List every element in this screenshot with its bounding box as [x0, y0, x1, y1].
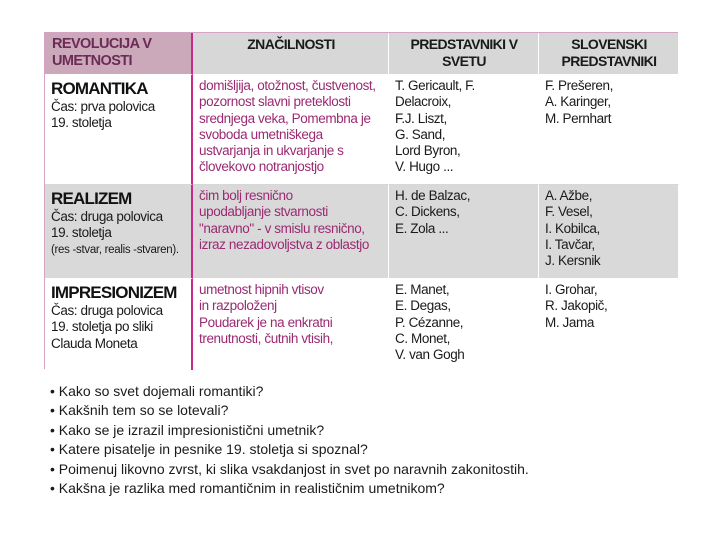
feature-line: srednjega veka, Pomembna je [199, 110, 371, 126]
header-revolution: REVOLUCIJA V UMETNOSTI [45, 33, 193, 75]
feature-line: upodabljanje stvarnosti [199, 204, 328, 220]
feature-line: in razpoloženj [199, 298, 277, 314]
row-realism-features [193, 185, 389, 279]
feature-line: umetnost hipnih vtisov [199, 282, 324, 297]
movement-title: IMPRESIONIZEM [51, 283, 177, 302]
question-item: • Katere pisatelje in pesnike 19. stoletja si spoznal? [50, 440, 690, 459]
world-rep: E. Zola ... [395, 220, 449, 236]
slovene-rep: F. Vesel, [545, 204, 593, 220]
world-rep: E. Degas, [395, 298, 451, 314]
movement-title: ROMANTIKA [51, 79, 148, 98]
period-line: 19. stoletja [51, 115, 112, 131]
world-rep: P. Cézanne, [395, 314, 464, 330]
period-line: Čas: druga polovica [51, 303, 163, 318]
row-romanticism-features [193, 75, 389, 185]
period-line: (res -stvar, realis -stvaren). [51, 243, 179, 256]
feature-line: svoboda umetniškega [199, 126, 323, 142]
slovene-rep: I. Kobilca, [545, 220, 600, 236]
world-rep: Lord Byron, [395, 143, 461, 159]
slovene-rep: I. Grohar, [545, 282, 598, 297]
feature-line: človekovo notranjostjo [199, 159, 324, 175]
world-rep: F.J. Liszt, [395, 110, 447, 126]
slovene-rep: I. Tavčar, [545, 236, 595, 252]
slovene-rep: A. Ažbe, [545, 188, 593, 203]
feature-line: pozornost slavni preteklosti [199, 94, 351, 110]
slovene-rep: F. Prešeren, [545, 78, 613, 93]
question-item: • Poimenuj likovno zvrst, ki slika vsakdanjost in svet po naravnih zakonitostih. [50, 460, 690, 479]
question-list [50, 382, 690, 498]
question-item: • Kakšna je razlika med romantičnim in realističnim umetnikom? [50, 479, 690, 498]
row-impressionism-slovene [539, 279, 679, 370]
slovene-rep: J. Kersnik [545, 253, 601, 269]
feature-line: "naravno" - v smislu resnično, [199, 220, 365, 236]
row-realism-world [389, 185, 539, 279]
art-movements-table [44, 32, 678, 369]
world-rep: C. Monet, [395, 330, 450, 346]
header-slovene-representatives: SLOVENSKI PREDSTAVNIKI [539, 33, 679, 75]
feature-line: domišljija, otožnost, čustvenost, [199, 78, 376, 93]
world-rep: V. van Gogh [395, 347, 465, 363]
row-realism-slovene [539, 185, 679, 279]
feature-line: izraz nezadovoljstva z oblastjo [199, 236, 369, 252]
row-impressionism-world [389, 279, 539, 370]
header-world-representatives: PREDSTAVNIKI V SVETU [389, 33, 539, 75]
row-realism-movement [45, 185, 193, 279]
slovene-rep: A. Karinger, [545, 94, 611, 110]
period-line: 19. stoletja [51, 225, 112, 241]
row-romanticism-slovene [539, 75, 679, 185]
period-line: Čas: druga polovica [51, 209, 163, 224]
world-rep: T. Gericault, F. [395, 78, 475, 93]
world-rep: V. Hugo ... [395, 159, 454, 175]
period-line: 19. stoletja po sliki [51, 319, 153, 335]
movement-title: REALIZEM [51, 189, 132, 208]
world-rep: E. Manet, [395, 282, 450, 297]
question-item: • Kako so svet dojemali romantiki? [50, 382, 690, 401]
world-rep: H. de Balzac, [395, 188, 471, 203]
feature-line: trenutnosti, čutnih vtisih, [199, 330, 334, 346]
feature-line: čim bolj resnično [199, 188, 293, 203]
row-romanticism-movement [45, 75, 193, 185]
period-line: Clauda Moneta [51, 335, 138, 351]
feature-line: Poudarek je na enkratni [199, 314, 333, 330]
feature-line: ustvarjanja in ukvarjanje s [199, 143, 344, 159]
slovene-rep: R. Jakopič, [545, 298, 608, 314]
row-impressionism-movement [45, 279, 193, 370]
world-rep: C. Dickens, [395, 204, 460, 220]
row-impressionism-features [193, 279, 389, 370]
header-features: ZNAČILNOSTI [193, 33, 389, 75]
row-romanticism-world [389, 75, 539, 185]
period-line: Čas: prva polovica [51, 99, 155, 114]
slovene-rep: M. Jama [545, 314, 594, 330]
world-rep: G. Sand, [395, 126, 446, 142]
world-rep: Delacroix, [395, 94, 452, 110]
slovene-rep: M. Pernhart [545, 110, 612, 126]
question-item: • Kako se je izrazil impresionistični umetnik? [50, 421, 690, 440]
question-item: • Kakšnih tem so se lotevali? [50, 401, 690, 420]
